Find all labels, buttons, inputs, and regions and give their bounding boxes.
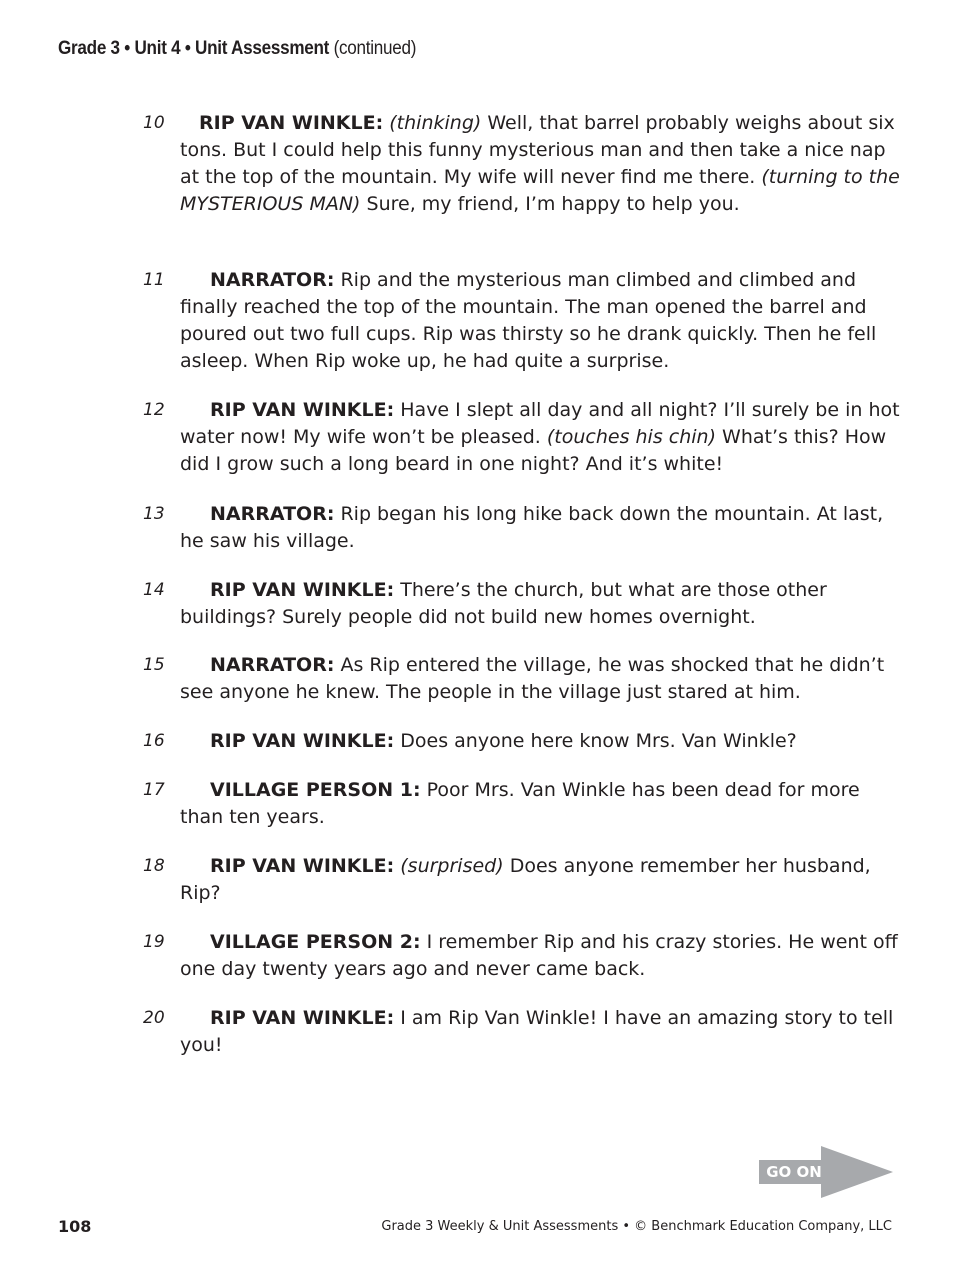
paragraph-15 (143, 652, 900, 706)
stage-direction: (thinking) (389, 112, 482, 134)
speaker-name: RIP VAN WINKLE: (210, 579, 395, 601)
speaker-name: NARRATOR: (210, 503, 335, 525)
paragraph-number: 13 (143, 504, 165, 524)
paragraph-number: 14 (143, 580, 165, 600)
dialogue-text: Sure, my friend, I’m happy to help you. (360, 193, 740, 215)
speaker-name: NARRATOR: (210, 654, 335, 676)
paragraph-number: 17 (143, 780, 165, 800)
dialogue-text: Rip and the mysterious man climbed and climbed and finally reached the top of the mountain. The man opened the barrel and poured out two full cups. Rip was thirsty so he drank quickly. Then he fell asleep. When Rip woke up, he had quite a surprise. (180, 269, 877, 372)
page-number: 108 (58, 1217, 92, 1236)
paragraph-number: 16 (143, 731, 165, 751)
paragraph-number: 15 (143, 655, 165, 675)
dialogue-text: As Rip entered the village, he was shocked that he didn’t see anyone he knew. The people in the village just stared at him. (180, 654, 885, 703)
footer-credit: Grade 3 Weekly & Unit Assessments • © Benchmark Education Company, LLC (381, 1219, 892, 1234)
paragraph-18 (143, 853, 900, 907)
paragraph-number: 20 (143, 1008, 165, 1028)
dialogue-text: Have I slept all day and all night? I’ll surely be in hot water now! My wife won’t be pleased. (180, 399, 900, 448)
speaker-name: VILLAGE PERSON 1: (210, 779, 421, 801)
dialogue-text: Does anyone remember her husband, Rip? (180, 855, 871, 904)
speaker-name: RIP VAN WINKLE: (210, 855, 395, 877)
page-header (58, 38, 416, 60)
paragraph-11 (143, 267, 900, 375)
paragraph-10 (143, 110, 900, 218)
speaker-name: RIP VAN WINKLE: (210, 1007, 395, 1029)
paragraph-number: 18 (143, 856, 165, 876)
dialogue-text: There’s the church, but what are those other buildings? Surely people did not build new homes overnight. (180, 579, 827, 628)
stage-direction: (touches his chin) (546, 426, 717, 448)
header-title: Grade 3 • Unit 4 • Unit Assessment (58, 38, 330, 59)
paragraph-14 (143, 577, 900, 631)
paragraph-16 (143, 728, 900, 755)
speaker-name: RIP VAN WINKLE: (210, 730, 395, 752)
go-on-label: GO ON (766, 1163, 822, 1181)
dialogue-text: Rip began his long hike back down the mountain. At last, he saw his village. (180, 503, 884, 552)
speaker-name: NARRATOR: (210, 269, 335, 291)
speaker-name: RIP VAN WINKLE: (210, 399, 395, 421)
paragraph-number: 12 (143, 400, 165, 420)
header-suffix: (continued) (333, 38, 417, 59)
paragraph-number: 11 (143, 270, 165, 290)
stage-direction: (surprised) (400, 855, 504, 877)
stage-direction: (turning to the MYSTERIOUS MAN) (180, 166, 900, 215)
paragraph-19 (143, 929, 900, 983)
paragraph-12 (143, 397, 900, 478)
paragraph-13 (143, 501, 900, 555)
dialogue-text: Well, that barrel probably weighs about six tons. But I could help this funny mysterious man and then take a nice nap at the top of the mountain. My wife will never find me there. (180, 112, 895, 188)
paragraph-20 (143, 1005, 900, 1059)
paragraph-number: 10 (143, 113, 165, 133)
dialogue-text: Poor Mrs. Van Winkle has been dead for more than ten years. (180, 779, 860, 828)
paragraph-number: 19 (143, 932, 165, 952)
dialogue-text: I remember Rip and his crazy stories. He went off one day twenty years ago and never came back. (180, 931, 898, 980)
paragraph-17 (143, 777, 900, 831)
speaker-name: VILLAGE PERSON 2: (210, 931, 421, 953)
speaker-name: RIP VAN WINKLE: (199, 112, 384, 134)
go-on-indicator (759, 1146, 893, 1198)
dialogue-text: What’s this? How did I grow such a long beard in one night? And it’s white! (180, 426, 887, 475)
dialogue-text: I am Rip Van Winkle! I have an amazing story to tell you! (180, 1007, 894, 1056)
dialogue-text: Does anyone here know Mrs. Van Winkle? (394, 730, 797, 752)
